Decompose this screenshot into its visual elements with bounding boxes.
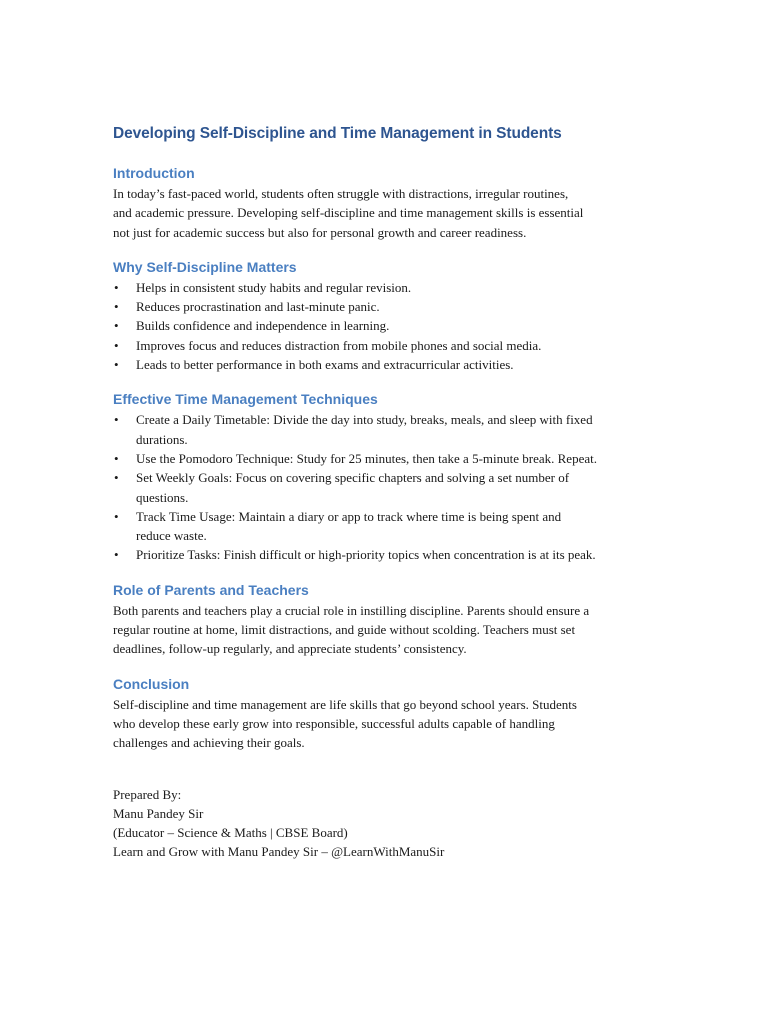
techniques-list [113,410,673,564]
bullet-icon: • [114,318,119,334]
roles-text: Both parents and teachers play a crucial role in instilling discipline. Parents should ensure a regular routine at home, limit distractions, and guide without scolding. Teachers must set deadlines, follow-up regularly, and appreciate students’ consistency. [113,602,590,657]
prepared-by-label: Prepared By: [113,786,182,802]
bullet-icon: • [114,508,119,524]
list-item: • Prioritize Tasks: Finish difficult or high-priority topics when concentration is at its peak. [113,545,673,564]
introduction-text: In today’s fast-paced world, students often struggle with distractions, irregular routines, and academic pressure. Developing self-discipline and time management skills is essential not just for academic success but also for personal growth and career readiness. [113,186,584,240]
why-section [113,256,673,374]
bullet-icon: • [114,470,119,486]
list-item: • Reduces procrastination and last-minute panic. [113,297,673,316]
document-page [113,122,673,862]
author-name: Manu Pandey Sir [113,805,204,821]
list-item: • Track Time Usage: Maintain a diary or app to track where time is being spent and reduce waste. [114,508,562,544]
bullet-icon: • [114,299,119,315]
techniques-heading: Effective Time Management Techniques [113,391,378,408]
introduction-heading: Introduction [113,165,195,181]
list-item: • Create a Daily Timetable: Divide the day into study, breaks, meals, and sleep with fixed durations. [114,412,593,447]
introduction-section [113,162,673,242]
conclusion-text: Self-discipline and time management are life skills that go beyond school years. Students who develop these early grow into responsible, successful adults capable of handling challenges and achieving their goals. [113,696,577,751]
author-role: (Educator – Science & Maths | CBSE Board) [113,825,348,841]
bullet-icon: • [114,450,119,466]
why-list [113,278,673,374]
bullet-icon: • [114,337,119,353]
list-item: • Builds confidence and independence in learning. [113,316,673,335]
techniques-section [113,388,673,564]
conclusion-heading: Conclusion [113,675,190,692]
conclusion-section [113,673,673,753]
why-heading: Why Self-Discipline Matters [113,258,297,275]
list-item: • Helps in consistent study habits and regular revision. [113,278,673,297]
list-item: • Leads to better performance in both exams and extracurricular activities. [113,355,673,374]
bullet-icon: • [114,412,119,428]
list-item: • Use the Pomodoro Technique: Study for 25 minutes, then take a 5-minute break. Repeat. [113,449,673,468]
list-item: • Improves focus and reduces distraction from mobile phones and social media. [113,336,673,355]
roles-section [113,579,673,659]
document-title: Developing Self-Discipline and Time Management in Students [113,125,562,142]
bullet-icon: • [114,547,119,563]
signature-block [113,785,673,862]
bullet-icon: • [114,357,119,373]
roles-heading: Role of Parents and Teachers [113,581,309,598]
author-tagline: Learn and Grow with Manu Pandey Sir – @LearnWithManuSir [113,844,445,860]
bullet-icon: • [114,279,119,295]
list-item: • Set Weekly Goals: Focus on covering specific chapters and solving a set number of questions. [114,470,570,505]
